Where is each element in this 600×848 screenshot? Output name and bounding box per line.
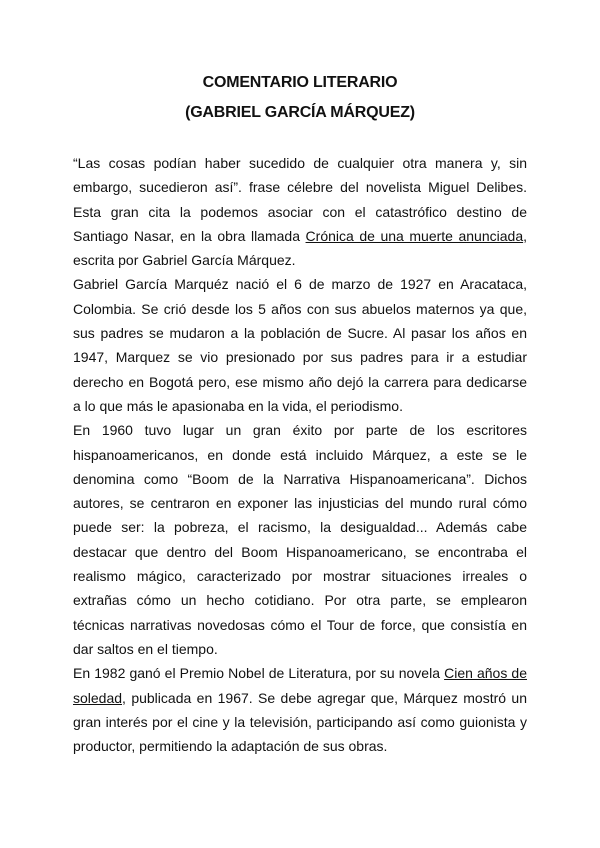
paragraph-intro bbox=[73, 151, 527, 272]
paragraph-intro-after: , escrita por Gabriel García Márquez. bbox=[73, 227, 527, 269]
document-title: COMENTARIO LITERARIO bbox=[202, 74, 398, 91]
paragraph-nobel-before: En 1982 ganó el Premio Nobel de Literatura, por su novela bbox=[73, 665, 445, 682]
paragraph-boom: En 1960 tuvo lugar un gran éxito por parte de los escritores hispanoamericanos, en donde está incluido Márquez, a este se le denomina como “Boom de la Narrativa Hispanoamericana”. Dichos autores, se centraron en exponer las injusticias del mundo rural cómo puede ser: la pobreza, el racismo, la desigualdad... Además cabe destacar que dentro del Boom Hispanoamericano, se encontraba el realismo mágico, caracterizado por mostrar situaciones irreales o extrañas cómo un hecho cotidiano. Por otra parte, se emplearon técnicas narrativas novedosas cómo el Tour de force, que consistía en dar saltos en el tiempo. bbox=[73, 422, 527, 657]
paragraph-nobel-after: publicada en 1967. Se debe agregar que, Márquez mostró un gran interés por el cine y la televisión, participando así como guionista y productor, permitiendo la adaptación de sus obras. bbox=[73, 689, 527, 755]
document-body bbox=[73, 151, 527, 758]
paragraph-nobel bbox=[73, 661, 527, 758]
paragraph-biography: Gabriel García Marquéz nació el 6 de marzo de 1927 en Aracataca, Colombia. Se crió desde los 5 años con sus abuelos maternos ya que, sus padres se mudaron a la población de Sucre. Al pasar los años en 1947, Marquez se vio presionado por sus padres para ir a estudiar derecho en Bogotá pero, ese mismo año dejó la carrera para dedicarse a lo que más le apasionaba en la vida, el periodismo. bbox=[73, 276, 527, 414]
book-title-cronica: Crónica de una muerte anunciada bbox=[305, 227, 524, 244]
book-title-cien-anos: Cien años de soledad, bbox=[73, 665, 527, 706]
document-subtitle: (GABRIEL GARCÍA MÁRQUEZ) bbox=[185, 104, 415, 121]
paragraph-intro-before: “Las cosas podían haber sucedido de cualquier otra manera y, sin embargo, sucedieron así”. frase célebre del novelista Miguel Delibes. Esta gran cita la podemos asociar con el catastrófico destino de Santiago Nasar, en la obra llamada bbox=[73, 155, 527, 244]
